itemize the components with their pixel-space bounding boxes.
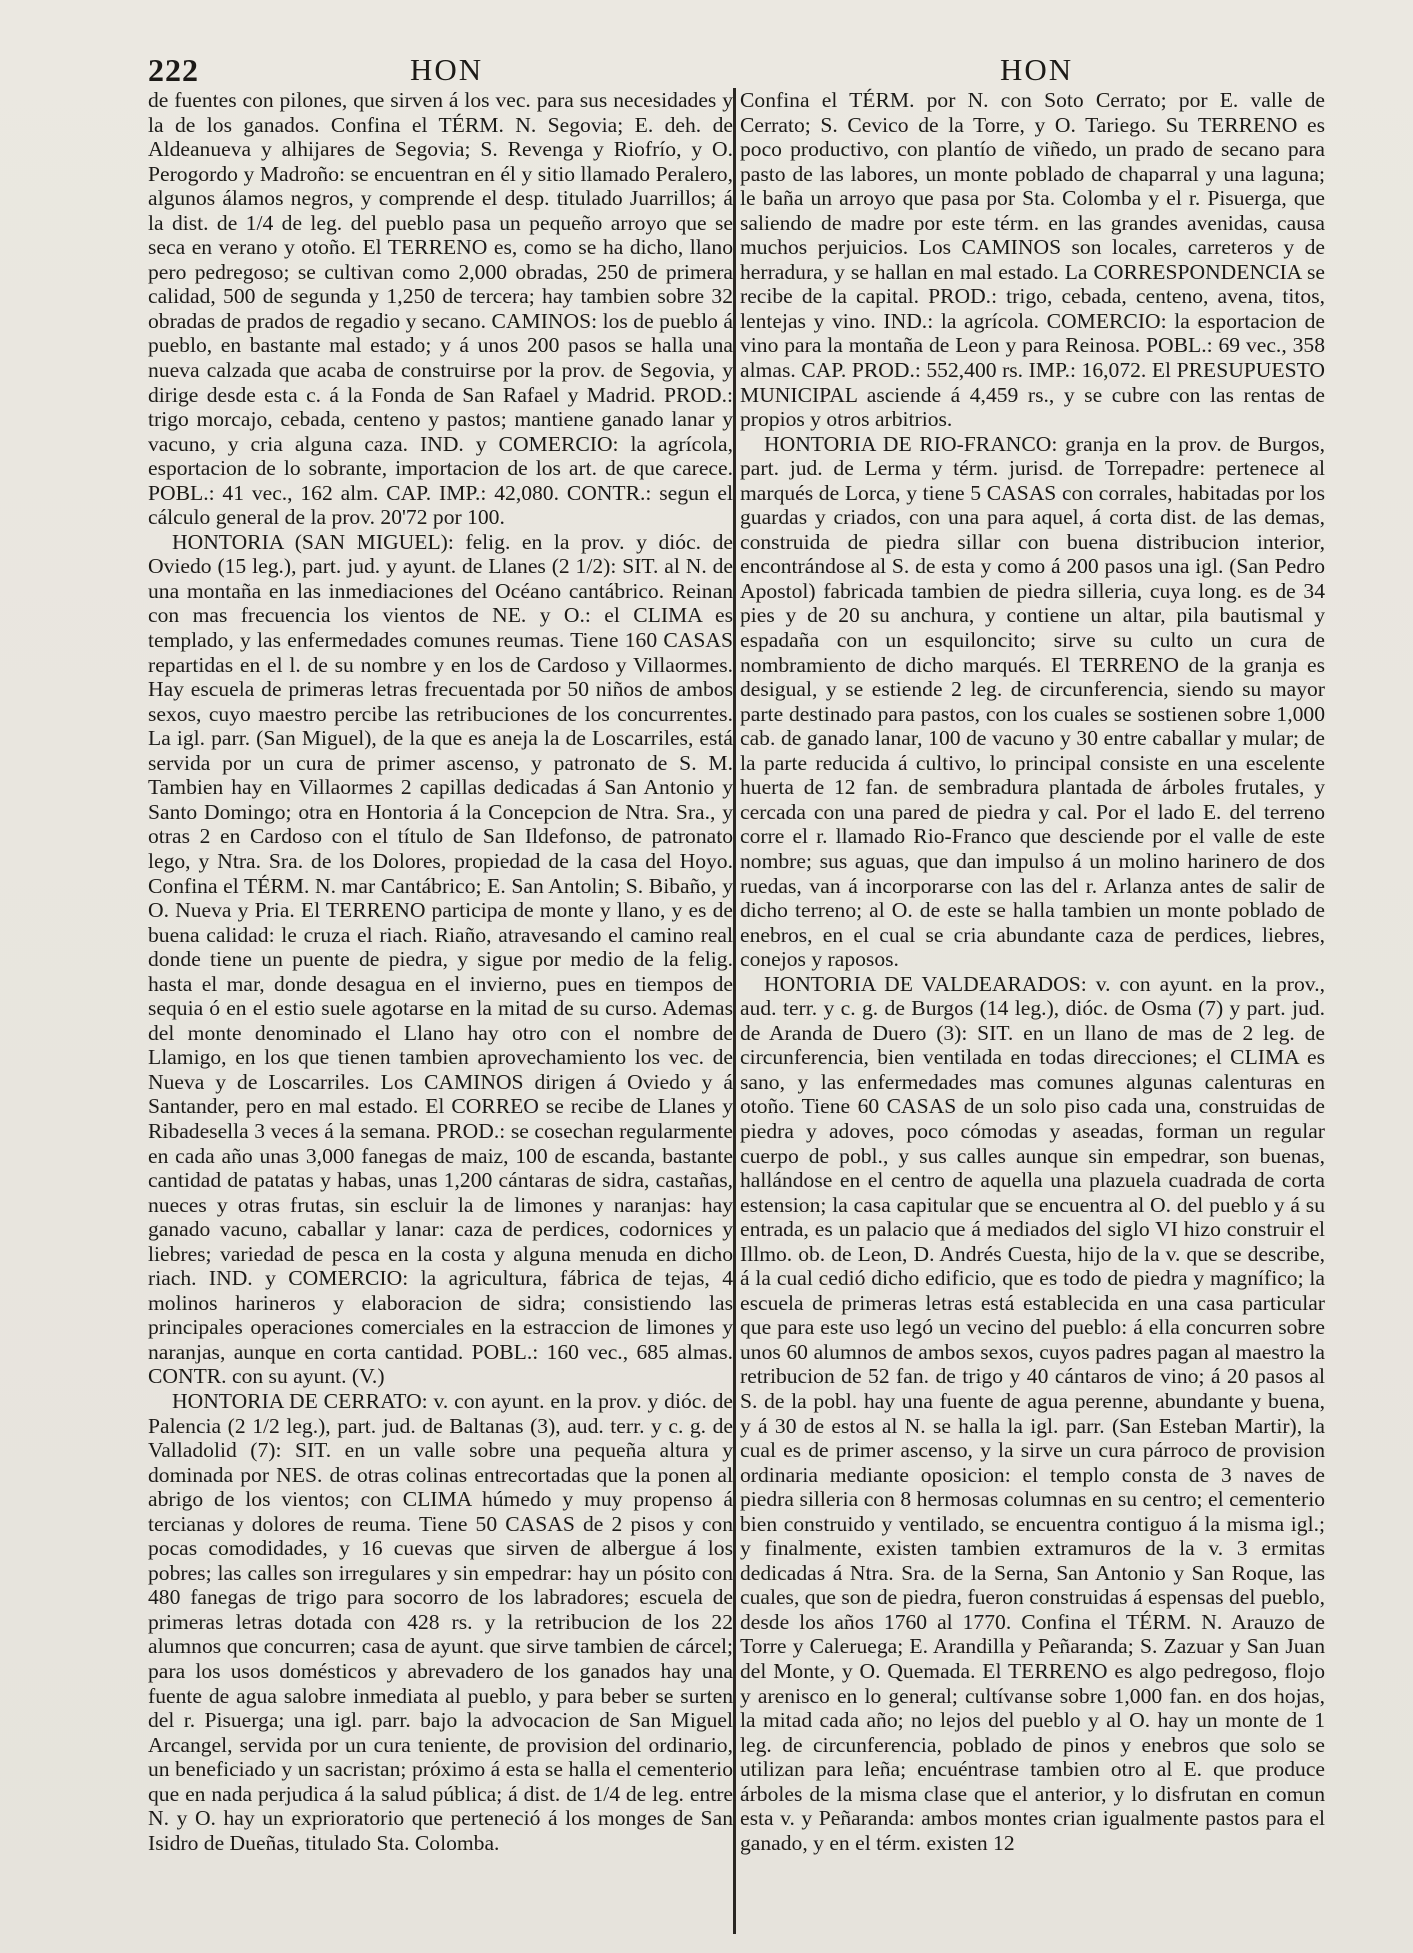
entry-hontoria-de-valdearados: HONTORIA DE VALDEARADOS: v. con ayunt. en la prov., aud. terr. y c. g. de Burgos (14 leg.), dióc. de Osma (7) y part. jud. de Aranda de Duero (3): SIT. en un llano de mas de 2 leg. de circunferencia, bien ventilada en todas direcciones; el CLIMA es sano, y las enfermedades mas comunes algunas calenturas en otoño. Tiene 60 CASAS de un solo piso cada una, construidas de piedra y adoves, poco cómodas y aseadas, forman un regular cuerpo de pobl., y sus calles aunque sin empedrar, son buenas, hallándose en el centro de aquella una plazuela cuadrada de corta estension; la casa capitular que se encuentra al O. del pueblo y á su entrada, es un palacio que á mediados del siglo VI hizo construir el Illmo. ob. de Leon, D. Andrés Cuesta, hijo de la v. que se describe, á la cual cedió dicho edificio, que es todo de piedra y magnífico; la escuela de primeras letras está establecida en una casa particular que para este uso legó un vecino del pueblo: á ella concurren sobre unos 60 alumnos de ambos sexos, cuyos padres pagan al maestro la retribucion de 52 fan. de trigo y 40 cántaros de vino; á 20 pasos al S. de la pobl. hay una fuente de agua perenne, abundante y buena, y á 30 de estos al N. se halla la igl. parr. (San Esteban Martir), la cual es de primer ascenso, y la sirve un cura párroco de provision ordinaria mediante oposicion: el templo consta de 3 naves de piedra silleria con 8 hermosas columnas en su centro; el cementerio bien construido y ventilado, se encuentra contiguo á la misma igl.; y finalmente, existen tambien extramuros de la v. 3 ermitas dedicadas á Ntra. Sra. de la Serna, San Antonio y San Roque, las cuales, que son de piedra, fueron construidas á espensas del pueblo, desde los años 1760 al 1770. Confina el TÉRM. N. Arauzo de Torre y Caleruega; E. Arandilla y Peñaranda; S. Zazuar y San Juan del Monte, y O. Quemada. El TERRENO es algo pedregoso, flojo y arenisco en lo general; cultívanse sobre 1,000 fan. en dos hojas, la mitad cada año; no lejos del pueblo y al O. hay un monte de 1 leg. de circunferencia, poblado de pinos y enebros que solo se utilizan para leña; encuéntrase tambien otro al E. que produce árboles de la misma clase que el anterior, y lo disfrutan en comun esta v. y Peñaranda: ambos montes crian igualmente pastos para el ganado, y en el térm. existen 12: [740, 971, 1325, 1855]
entry-hontoria-de-rio-franco: HONTORIA DE RIO-FRANCO: granja en la prov. de Burgos, part. jud. de Lerma y térm. jurisd. de Torrepadre: pertenece al marqués de Lorca, y tiene 5 CASAS con corrales, habitadas por los guardas y criados, con una para aquel, á corta dist. de las demas, construida de piedra sillar con buena distribucion interior, encontrándose al S. de esta y como á 200 pasos una igl. (San Pedro Apostol) fabricada tambien de piedra silleria, cuya long. es de 34 pies y de 20 su anchura, y contiene un altar, pila bautismal y espadaña con un esquiloncito; sirve su culto un cura de nombramiento de dicho marqués. El TERRENO de la granja es desigual, y se estiende 2 leg. de circunferencia, siendo su mayor parte destinado para pastos, con los cuales se sostienen sobre 1,000 cab. de ganado lanar, 100 de vacuno y 30 entre caballar y mular; de la parte reducida á cultivo, lo principal consiste en una escelente huerta de 12 fan. de sembradura plantada de árboles frutales, y cercada con una pared de piedra y cal. Por el lado E. del terreno corre el r. llamado Rio-Franco que desciende por el valle de este nombre; sus aguas, que dan impulso á un molino harinero de dos ruedas, van á incorporarse con las del r. Arlanza antes de salir de dicho terreno; al O. de este se halla tambien un monte poblado de enebros, en el cual se cria abundante caza de perdices, liebres, conejos y raposos.: [740, 431, 1325, 972]
entry-hontoria-san-miguel: HONTORIA (SAN MIGUEL): felig. en la prov. y dióc. de Oviedo (15 leg.), part. jud. y ayunt. de Llanes (2 1/2): SIT. al N. de una montaña en las inmediaciones del Océano cantábrico. Reinan con mas frecuencia los vientos de NE. y O.: el CLIMA es templado, y las enfermedades comunes reumas. Tiene 160 CASAS repartidas en el l. de su nombre y en los de Cardoso y Villaormes. Hay escuela de primeras letras frecuentada por 50 niños de ambos sexos, cuyo maestro percibe las retribuciones de los concurrentes. La igl. parr. (San Miguel), de la que es aneja la de Loscarriles, está servida por un cura de primer ascenso, y patronato de S. M. Tambien hay en Villaormes 2 capillas dedicadas á San Antonio y Santo Domingo; otra en Hontoria á la Concepcion de Ntra. Sra., y otras 2 en Cardoso con el título de San Ildefonso, de patronato lego, y Ntra. Sra. de los Dolores, propiedad de la casa del Hoyo. Confina el TÉRM. N. mar Cantábrico; E. San Antolin; S. Bibaño, y O. Nueva y Pria. El TERRENO participa de monte y llano, y es de buena calidad: le cruza el riach. Riaño, atravesando el camino real donde tiene un puente de piedra, y sigue por medio de la felig. hasta el mar, donde desagua en el invierno, pues en tiempos de sequia ó en el estio suele agotarse en la mitad de su curso. Ademas del monte denominado el Llano hay otro con el nombre de Llamigo, en los que tienen tambien aprovechamiento los vec. de Nueva y de Loscarriles. Los CAMINOS dirigen á Oviedo y á Santander, pero en mal estado. El CORREO se recibe de Llanes y Ribadesella 3 veces á la semana. PROD.: se cosechan regularmente en cada año unas 3,000 fanegas de maiz, 100 de escanda, bastante cantidad de patatas y habas, unas 1,200 cántaras de sidra, castañas, nueces y otras frutas, sin escluir la de limones y naranjas: hay ganado vacuno, caballar y lanar: caza de perdices, codornices y liebres; variedad de pesca en la costa y alguna menuda en dicho riach. IND. y COMERCIO: la agricultura, fábrica de tejas, 4 molinos harineros y elaboracion de sidra; consistiendo las principales operaciones comerciales en la estraccion de limones y naranjas, aunque en corta cantidad. POBL.: 160 vec., 685 almas. CONTR. con su ayunt. (V.): [148, 529, 733, 1389]
paragraph-continuation-cerrato: Confina el TÉRM. por N. con Soto Cerrato; por E. valle de Cerrato; S. Cevico de la Torre, y O. Tariego. Su TERRENO es poco productivo, con plantío de viñedo, un prado de secano para pasto de las labores, un monte poblado de chaparral y una laguna; le baña un arroyo que pasa por Sta. Colomba y el r. Pisuerga, que saliendo de madre por este térm. en las grandes avenidas, causa muchos perjuicios. Los CAMINOS son locales, carreteros y de herradura, y se hallan en mal estado. La CORRESPONDENCIA se recibe de la capital. PROD.: trigo, cebada, centeno, avena, titos, lentejas y vino. IND.: la agrícola. COMERCIO: la esportacion de vino para la montaña de Leon y para Reinosa. POBL.: 69 vec., 358 almas. CAP. PROD.: 552,400 rs. IMP.: 16,072. El PRESUPUESTO MUNICIPAL asciende á 4,459 rs., y se cubre con las rentas de propios y otros arbitrios.: [740, 88, 1325, 432]
page-number: 222: [148, 52, 199, 88]
running-head-left: HON: [410, 52, 484, 87]
running-head-right: HON: [1000, 52, 1074, 87]
page-header: [0, 52, 1413, 92]
entry-hontoria-de-cerrato: HONTORIA DE CERRATO: v. con ayunt. en la prov. y dióc. de Palencia (2 1/2 leg.), part. jud. de Baltanas (3), aud. terr. y c. g. de Valladolid (7): SIT. en un valle sobre una pequeña altura y dominada por NES. de otras colinas entrecortadas que la ponen al abrigo de los vientos; con CLIMA húmedo y muy propenso á tercianas y dolores de reuma. Tiene 50 CASAS de 2 pisos y con pocas comodidades, y 16 cuevas que sirven de albergue á los pobres; las calles son irregulares y sin empedrar: hay un pósito con 480 fanegas de trigo para socorro de los labradores; escuela de primeras letras dotada con 428 rs. y la retribucion de los 22 alumnos que concurren; casa de ayunt. que sirve tambien de cárcel; para los usos domésticos y abrevadero de los ganados hay una fuente de agua salobre inmediata al pueblo, y para beber se surten del r. Pisuerga; una igl. parr. bajo la advocacion de San Miguel Arcangel, servida por un cura teniente, de provision del ordinario, un beneficiado y un sacristan; próximo á esta se halla el cementerio que en nada perjudica á la salud pública; á dist. de 1/4 de leg. entre N. y O. hay un exprioratorio que perteneció á los monges de San Isidro de Dueñas, titulado Sta. Colomba.: [148, 1388, 733, 1855]
paragraph-continuation: de fuentes con pilones, que sirven á los vec. para sus necesidades y la de los ganados. Confina el TÉRM. N. Segovia; E. deh. de Aldeanueva y alhijares de Segovia; S. Revenga y Riofrío, y O. Perogordo y Madroño: se encuentran en él y sitio llamado Peralero, algunos álamos negros, y comprende el desp. titulado Juarrillos; á la dist. de 1/4 de leg. del pueblo pasa un pequeño arroyo que se seca en verano y otoño. El TERRENO es, como se ha dicho, llano pero pedregoso; se cultivan como 2,000 obradas, 250 de primera calidad, 500 de segunda y 1,250 de tercera; hay tambien sobre 32 obradas de prados de regadio y secano. CAMINOS: los de pueblo á pueblo, en bastante mal estado; y á unos 200 pasos se halla una nueva calzada que acaba de construirse por la prov. de Segovia, y dirige desde esta c. á la Fonda de San Rafael y Madrid. PROD.: trigo morcajo, cebada, centeno y pastos; mantiene ganado lanar y vacuno, y cria alguna caza. IND. y COMERCIO: la agrícola, esportacion de lo sobrante, importacion de los art. de que carece. POBL.: 41 vec., 162 alm. CAP. IMP.: 42,080. CONTR.: segun el cálculo general de la prov. 20'72 por 100.: [148, 88, 733, 530]
column-divider: [733, 88, 736, 1934]
right-column: [740, 88, 1325, 1933]
left-column: [148, 88, 733, 1933]
